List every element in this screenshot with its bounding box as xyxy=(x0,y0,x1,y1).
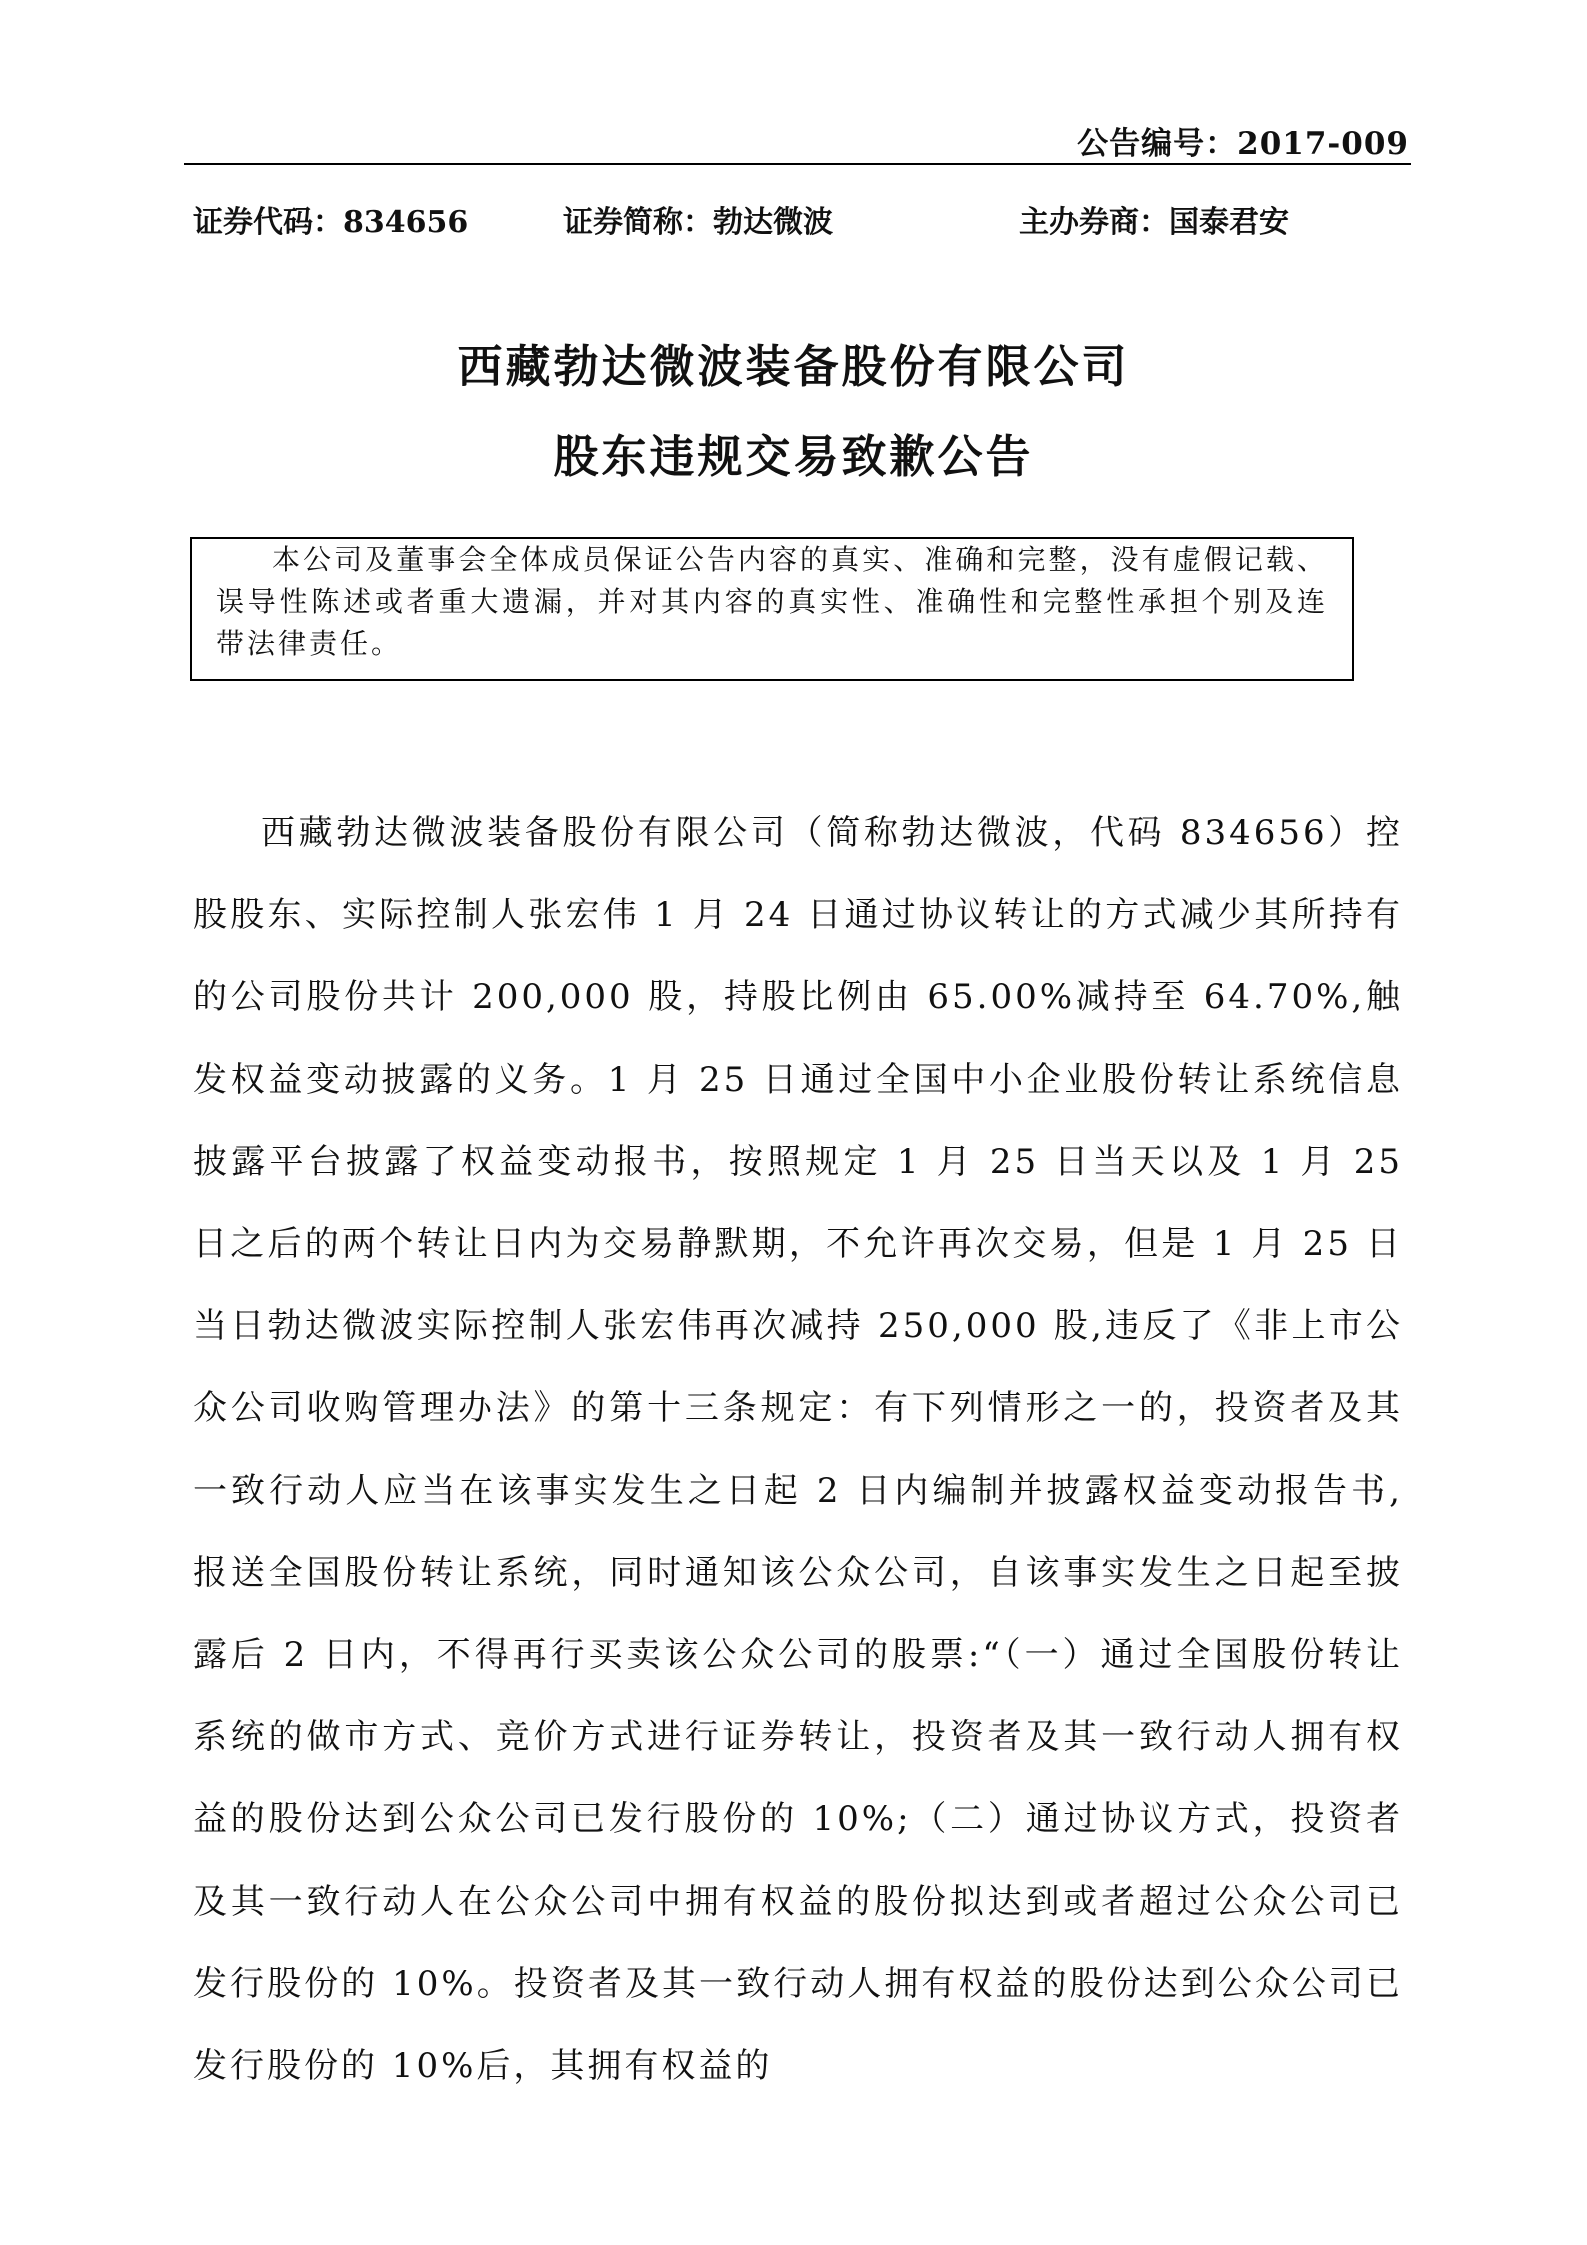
company-title: 西藏勃达微波装备股份有限公司 xyxy=(457,340,1130,393)
board-statement-text: 本公司及董事会全体成员保证公告内容的真实、准确和完整，没有虚假记载、误导性陈述或者重大遗漏，并对其内容的真实性、准确性和完整性承担个别及连带法律责任。 xyxy=(216,543,1328,660)
body-paragraph: 西藏勃达微波装备股份有限公司（简称勃达微波，代码 834656）控股股东、实际控制人张宏伟 1 月 24 日通过协议转让的方式减少其所持有的公司股份共计 200,000 股，持股比例由 65.00%减持至 64.70%,触发权益变动披露的义务。1 月 25 日通过全国中小企业股份转让系统信息披露平台披露了权益变动报书，按照规定 1 月 25 日当天以及 1 月 25 日之后的两个转让日内为交易静默期，不允许再次交易，但是 1 月 25 日当日勃达微波实际控制人张宏伟再次减持 250,000 股,违反了《非上市公众公司收购管理办法》的第十三条规定：有下列情形之一的，投资者及其一致行动人应当在该事实发生之日起 2 日内编制并披露权益变动报告书,报送全国股份转让系统，同时通知该公众公司，自该事实发生之日起至披露后 2 日内，不得再行买卖该公众公司的股票:“（一）通过全国股份转让系统的做市方式、竞价方式进行证券转让，投资者及其一致行动人拥有权益的股份达到公众公司已发行股份的 10%;（二）通过协议方式，投资者及其一致行动人在公众公司中拥有权益的股份拟达到或者超过公众公司已发行股份的 10%。投资者及其一致行动人拥有权益的股份达到公众公司已发行股份的 10%后，其拥有权益的 xyxy=(193,813,1403,2087)
announcement-title: 股东违规交易致歉公告 xyxy=(553,430,1034,483)
securities-abbreviation: 证券简称：勃达微波 xyxy=(563,205,833,240)
announcement-number: 公告编号：2017-009 xyxy=(1077,126,1409,162)
header-divider xyxy=(184,163,1411,165)
sponsoring-broker: 主办券商：国泰君安 xyxy=(1019,205,1289,240)
securities-code: 证券代码：834656 xyxy=(193,205,469,240)
board-statement-box xyxy=(190,537,1354,681)
